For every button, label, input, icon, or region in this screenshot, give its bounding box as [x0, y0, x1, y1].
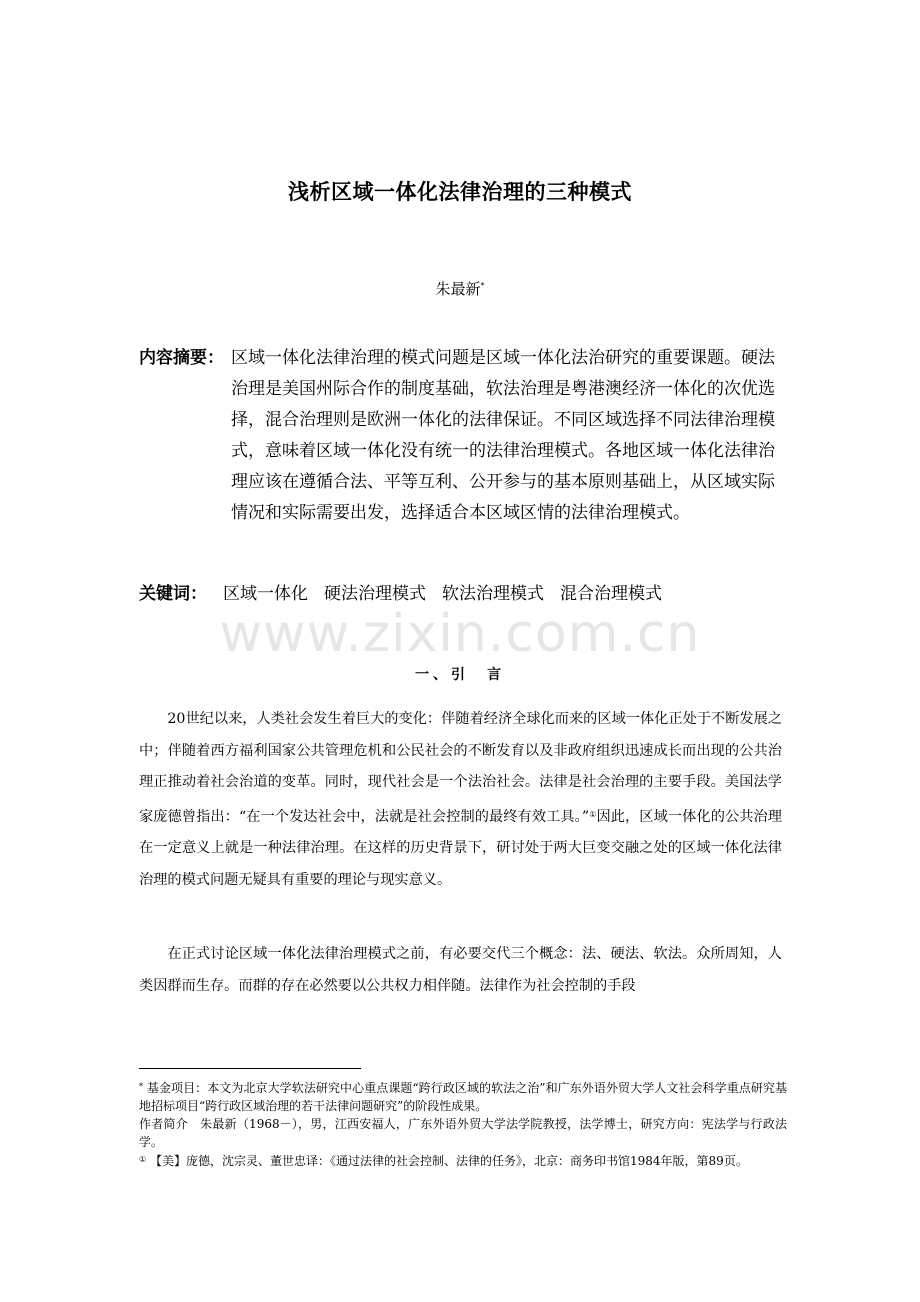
footnote-fund	[139, 1078, 787, 1115]
footnote-text: 【美】庞德，沈宗灵、董世忠译：《通过法律的社会控制、法律的任务》，北京：商务印书馆1984年版，第89页。	[150, 1154, 748, 1168]
keyword-item: 软法治理模式	[442, 584, 544, 604]
footnote-text: 基金项目：本文为北京大学软法研究中心重点课题“跨行政区域的软法之治”和广东外语外贸大学人文社会科学重点研究基地招标项目“跨行政区域治理的若干法律问题研究”的阶段性成果。	[139, 1081, 787, 1113]
footnote-text: 作者简介 朱最新（1968－），男，江西安福人，广东外语外贸大学法学院教授，法学博士，研究方向：宪法学与行政法学。	[139, 1117, 787, 1149]
section-heading: 一、引 言	[415, 667, 505, 683]
abstract-label: 内容摘要：	[139, 348, 224, 368]
paragraph-text: 因此，区域一体化的公共治理在一定意义上就是一种法律治理。在这样的历史背景下，研讨处于两大巨变交融之处的区域一体化法律治理的模式问题无疑具有重要的理论与现实意义。	[139, 808, 782, 888]
keywords-line	[139, 579, 662, 604]
footnotes	[139, 1078, 787, 1170]
body-paragraph	[139, 704, 782, 896]
footnote-reference	[139, 1151, 787, 1170]
footnote-author-bio	[139, 1115, 787, 1151]
footnote-separator	[139, 1068, 361, 1069]
footnote-marker: ①	[139, 1155, 147, 1164]
body-paragraph	[139, 939, 782, 1002]
keyword-item: 区域一体化	[223, 584, 308, 604]
author-line	[0, 278, 920, 299]
footnote-reference-mark: ①	[589, 809, 597, 819]
keyword-item: 混合治理模式	[560, 584, 662, 604]
document-title: 浅析区域一体化法律治理的三种模式	[288, 180, 632, 204]
keywords-label: 关键词：	[139, 584, 207, 604]
abstract-text: 区域一体化法律治理的模式问题是区域一体化法治研究的重要课题。硬法治理是美国州际合作的制度基础，软法治理是粤港澳经济一体化的次优选择，混合治理则是欧洲一体化的法律保证。不同区域选择不同法律治理模式，意味着区域一体化没有统一的法律治理模式。各地区域一体化法律治理应该在遵循合法、平等互利、公开参与的基本原则基础上，从区域实际情况和实际需要出发，选择适合本区域区情的法律治理模式。	[231, 348, 775, 523]
footnote-marker: *	[139, 1082, 143, 1091]
author-name: 朱最新	[435, 280, 481, 298]
watermark: www.zixin.com.cn	[219, 604, 701, 664]
author-footnote-mark: *	[480, 281, 485, 290]
keyword-item: 硬法治理模式	[324, 584, 426, 604]
paragraph-text: 在正式讨论区域一体化法律治理模式之前，有必要交代三个概念：法、硬法、软法。众所周知，人类因群而生存。而群的存在必然要以公共权力相伴随。法律作为社会控制的手段	[139, 946, 782, 994]
paragraph-text: 20世纪以来，人类社会发生着巨大的变化：伴随着经济全球化而来的区域一体化正处于不断发展之中；伴随着西方福利国家公共管理危机和公民社会的不断发育以及非政府组织迅速成长而出现的公共治理正推动着社会治道的变革。同时，现代社会是一个法治社会。法律是社会治理的主要手段。美国法学家庞德曾指出：“在一个发达社会中，法就是社会控制的最终有效工具。”	[139, 711, 782, 825]
